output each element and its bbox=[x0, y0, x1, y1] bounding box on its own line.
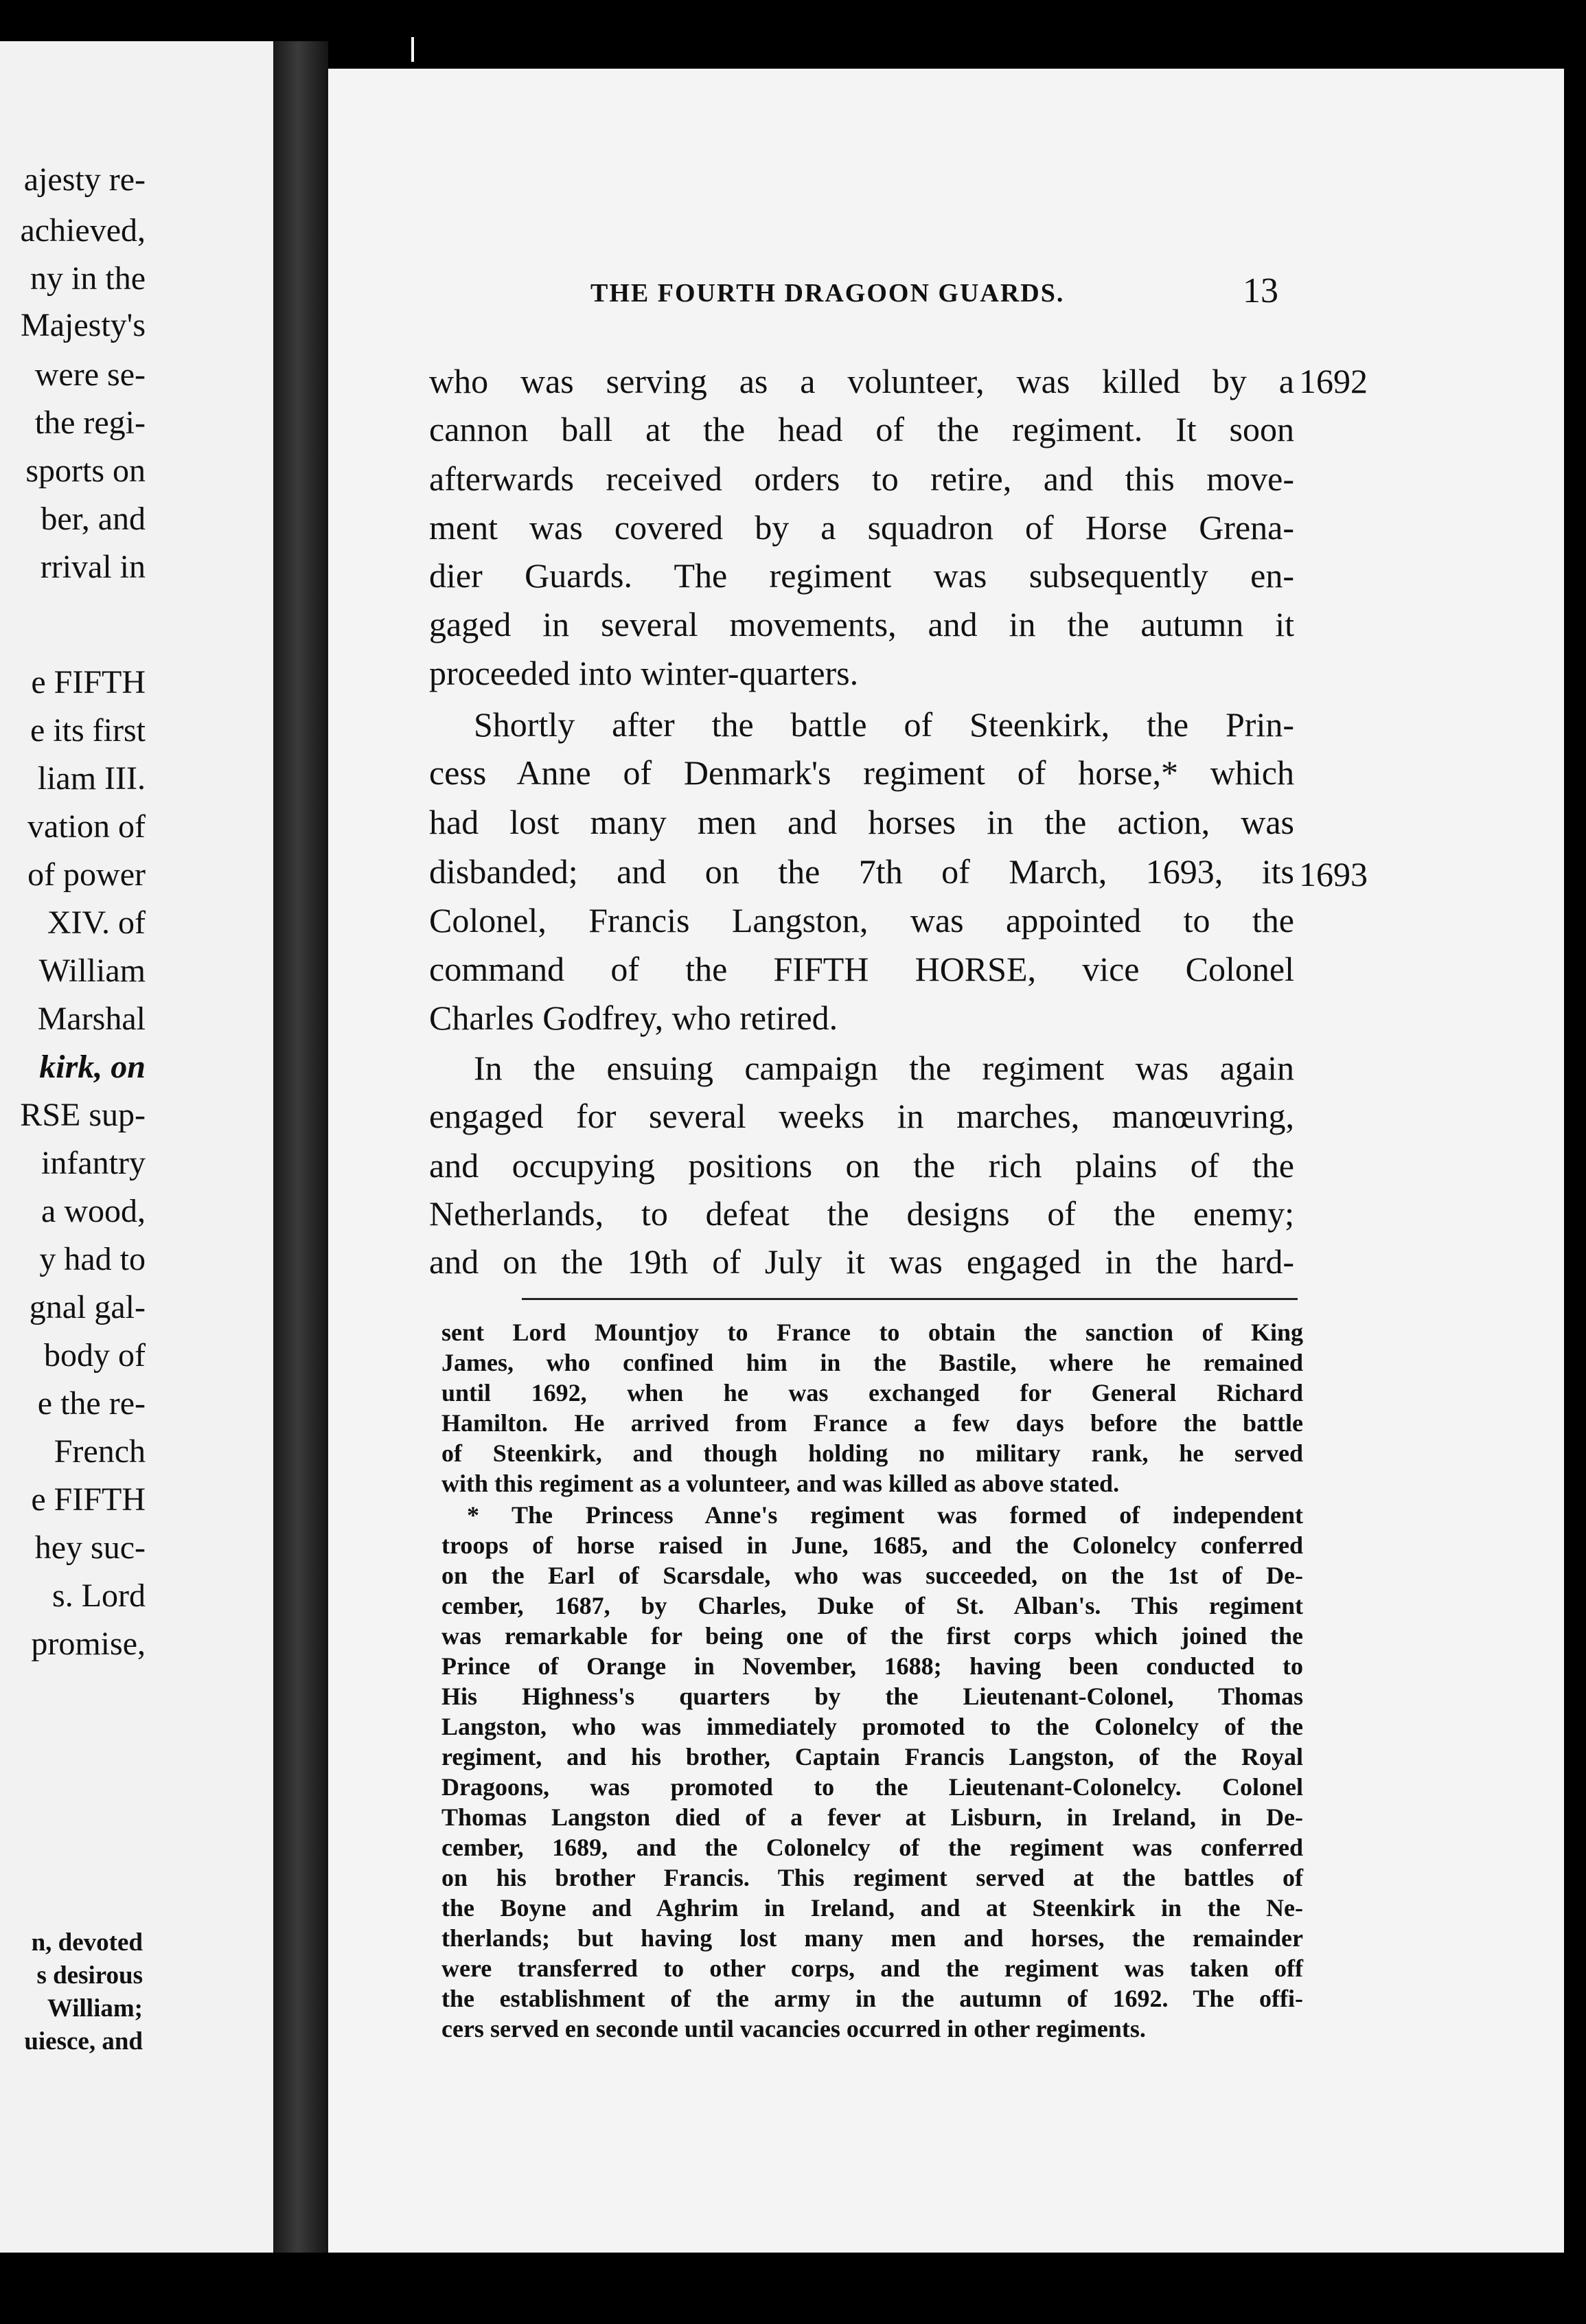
footnote-line: Thomas Langston died of a fever at Lisburn, in Ireland, in De- bbox=[441, 1803, 1303, 1831]
footnote-line: therlands; but having lost many men and horses, the remainder bbox=[441, 1924, 1303, 1952]
left-text-line: RSE sup- bbox=[20, 1097, 146, 1133]
body-line: command of the FIFTH HORSE, vice Colonel bbox=[429, 950, 1294, 988]
left-footnote-line: uiesce, and bbox=[24, 2027, 143, 2055]
left-text-line: ber, and bbox=[41, 501, 146, 537]
left-text-line: kirk, on bbox=[39, 1049, 146, 1085]
body-line: cannon ball at the head of the regiment. It soon bbox=[429, 410, 1294, 448]
left-text-line: William bbox=[38, 953, 146, 989]
footnote-line: Langston, who was immediately promoted to the Colonelcy of the bbox=[441, 1713, 1303, 1740]
left-text-line: gnal gal- bbox=[29, 1289, 146, 1325]
left-text-line: ny in the bbox=[30, 260, 146, 297]
footnote-line: * The Princess Anne's regiment was formed of independent bbox=[467, 1501, 1303, 1529]
running-head: THE FOURTH DRAGOON GUARDS. bbox=[590, 279, 1065, 308]
footnote-line: troops of horse raised in June, 1685, and the Colonelcy conferred bbox=[441, 1531, 1303, 1559]
left-text-line: XIV. of bbox=[47, 904, 146, 941]
left-text-line: s. Lord bbox=[52, 1577, 146, 1614]
left-text-line: Majesty's bbox=[21, 307, 146, 343]
footnote-line: cers served en seconde until vacancies occurred in other regiments. bbox=[441, 2015, 1146, 2042]
footnote-line: Dragoons, was promoted to the Lieutenant-Colonelcy. Colonel bbox=[441, 1773, 1303, 1801]
book-gutter bbox=[273, 41, 328, 2253]
page-number: 13 bbox=[1243, 271, 1278, 310]
body-line: Shortly after the battle of Steenkirk, the Prin- bbox=[474, 705, 1294, 744]
body-line: engaged for several weeks in marches, manœuvring, bbox=[429, 1097, 1294, 1135]
body-line: ment was covered by a squadron of Horse Grena- bbox=[429, 508, 1294, 547]
footnote-line: cember, 1687, by Charles, Duke of St. Alban's. This regiment bbox=[441, 1592, 1303, 1619]
footnote-line: sent Lord Mountjoy to France to obtain the sanction of King bbox=[441, 1319, 1303, 1346]
body-line: cess Anne of Denmark's regiment of horse,* which bbox=[429, 753, 1294, 792]
margin-year: 1692 bbox=[1299, 362, 1368, 400]
left-text-line: a wood, bbox=[41, 1193, 146, 1229]
left-text-line: Marshal bbox=[37, 1001, 146, 1037]
body-line: disbanded; and on the 7th of March, 1693, its bbox=[429, 852, 1294, 891]
footnote-line: of Steenkirk, and though holding no military rank, he served bbox=[441, 1439, 1303, 1467]
footnote-line: His Highness's quarters by the Lieutenant-Colonel, Thomas bbox=[441, 1683, 1303, 1710]
margin-year: 1693 bbox=[1299, 855, 1368, 893]
left-text-line: liam III. bbox=[37, 760, 146, 797]
body-line: In the ensuing campaign the regiment was again bbox=[474, 1049, 1294, 1087]
left-text-line: of power bbox=[27, 856, 146, 893]
left-page-fragment bbox=[0, 41, 273, 2253]
footnote-rule bbox=[522, 1298, 1298, 1300]
footnote-line: Hamilton. He arrived from France a few days before the battle bbox=[441, 1409, 1303, 1437]
body-line: who was serving as a volunteer, was killed by a bbox=[429, 362, 1294, 400]
left-text-line: e its first bbox=[30, 712, 146, 749]
left-text-line: sports on bbox=[25, 453, 146, 489]
left-text-line: the regi- bbox=[34, 405, 146, 441]
left-text-line: body of bbox=[44, 1337, 146, 1374]
body-line: afterwards received orders to retire, and this move- bbox=[429, 459, 1294, 498]
left-text-line: French bbox=[54, 1433, 146, 1470]
body-line: gaged in several movements, and in the autumn it bbox=[429, 605, 1294, 643]
body-line: and on the 19th of July it was engaged in the hard- bbox=[429, 1242, 1294, 1281]
footnote-line: was remarkable for being one of the first corps which joined the bbox=[441, 1622, 1303, 1650]
footnote-line: cember, 1689, and the Colonelcy of the regiment was conferred bbox=[441, 1834, 1303, 1861]
body-line: Charles Godfrey, who retired. bbox=[429, 999, 838, 1037]
left-text-line: rrival in bbox=[40, 549, 146, 585]
footnote-line: on his brother Francis. This regiment served at the battles of bbox=[441, 1864, 1303, 1891]
footnote-line: regiment, and his brother, Captain Francis Langston, of the Royal bbox=[441, 1743, 1303, 1770]
left-text-line: e FIFTH bbox=[31, 1481, 146, 1518]
left-text-line: y had to bbox=[39, 1241, 146, 1277]
left-text-line: infantry bbox=[41, 1145, 146, 1181]
left-footnote-line: William; bbox=[47, 1994, 143, 2023]
body-line: Colonel, Francis Langston, was appointed to the bbox=[429, 901, 1294, 939]
footnote-line: James, who confined him in the Bastile, where he remained bbox=[441, 1349, 1303, 1376]
left-footnote-line: n, devoted bbox=[31, 1928, 143, 1957]
body-line: dier Guards. The regiment was subsequently en- bbox=[429, 556, 1294, 595]
footnote-line: on the Earl of Scarsdale, who was succeeded, on the 1st of De- bbox=[441, 1562, 1303, 1589]
body-line: proceeded into winter-quarters. bbox=[429, 654, 859, 692]
footnote-line: until 1692, when he was exchanged for General Richard bbox=[441, 1379, 1303, 1406]
footnote-line: were transferred to other corps, and the regiment was taken off bbox=[441, 1955, 1303, 1982]
left-text-line: achieved, bbox=[20, 212, 146, 249]
left-text-line: hey suc- bbox=[34, 1529, 146, 1566]
body-line: Netherlands, to defeat the designs of the enemy; bbox=[429, 1194, 1294, 1233]
left-footnote-line: s desirous bbox=[36, 1961, 143, 1990]
left-text-line: ajesty re- bbox=[23, 161, 146, 198]
footnote-line: with this regiment as a volunteer, and was killed as above stated. bbox=[441, 1470, 1120, 1497]
scan-mark bbox=[410, 36, 415, 63]
left-text-line: e the re- bbox=[37, 1385, 146, 1422]
left-text-line: were se- bbox=[34, 356, 146, 393]
body-line: had lost many men and horses in the action, was bbox=[429, 803, 1294, 841]
footnote-line: Prince of Orange in November, 1688; having been conducted to bbox=[441, 1652, 1303, 1680]
body-line: and occupying positions on the rich plains of the bbox=[429, 1146, 1294, 1185]
footnote-line: the Boyne and Aghrim in Ireland, and at Steenkirk in the Ne- bbox=[441, 1894, 1303, 1922]
left-text-line: e FIFTH bbox=[31, 664, 146, 700]
left-text-line: promise, bbox=[31, 1626, 146, 1662]
left-text-line: vation of bbox=[27, 808, 146, 845]
footnote-line: the establishment of the army in the autumn of 1692. The offi- bbox=[441, 1985, 1303, 2012]
